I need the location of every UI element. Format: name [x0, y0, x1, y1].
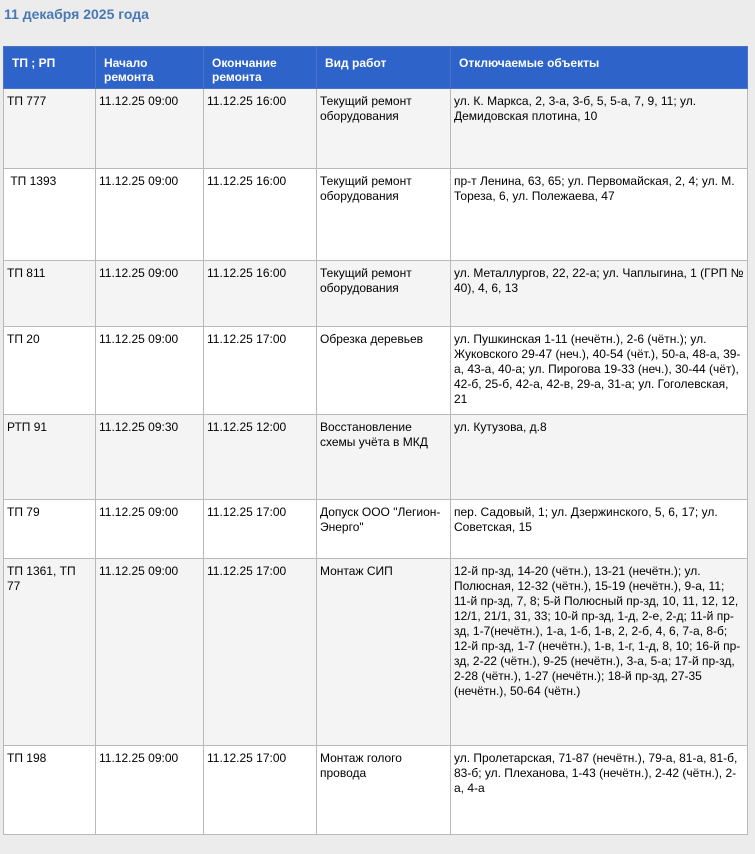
cell-tp: ТП 777 [4, 89, 96, 169]
cell-objects: ул. Пролетарская, 71-87 (нечётн.), 79-а, 81-а, 81-б, 83-б; ул. Плеханова, 1-43 (нечётн.), 2-42 (чётн.), 2-а, 4-а [451, 746, 748, 835]
page-title: 11 декабря 2025 года [4, 6, 149, 22]
cell-tp: РТП 91 [4, 415, 96, 500]
table-row [4, 89, 748, 169]
cell-objects: 12-й пр-зд, 14-20 (чётн.), 13-21 (нечётн.); ул. Полюсная, 12-32 (чётн.), 15-19 (нечётн.), 9-а, 11; 11-й пр-зд, 7, 8; 5-й Полюсный пр-зд, 10, 11, 12, 12, 12/1, 21/1, 31, 33; 10-й пр-зд, 1-д, 2-е, 2-д; 11-й пр-зд, 1-7(нечётн.), 1-а, 1-б, 1-в, 2, 2-б, 4, 6, 7-а, 8-б; 12-й пр-зд, 1-7 (нечётн.), 1-в, 1-г, 1-д, 8, 10; 16-й пр-зд, 2-22 (чётн.), 9-25 (нечётн.), 3-а, 5-а; 17-й пр-зд, 2-28 (чётн.), 1-27 (нечётн.); 18-й пр-зд, 27-35 (нечётн.), 50-64 (чётн.) [451, 559, 748, 746]
cell-start: 11.12.25 09:00 [96, 89, 204, 169]
cell-start: 11.12.25 09:00 [96, 261, 204, 327]
cell-end: 11.12.25 17:00 [204, 746, 317, 835]
cell-tp: ТП 811 [4, 261, 96, 327]
cell-start: 11.12.25 09:00 [96, 327, 204, 415]
column-header-start: Начало ремонта [96, 47, 204, 89]
cell-tp: ТП 198 [4, 746, 96, 835]
cell-work: Допуск ООО "Легион-Энерго" [317, 500, 451, 559]
cell-work: Монтаж голого провода [317, 746, 451, 835]
cell-start: 11.12.25 09:00 [96, 169, 204, 261]
cell-start: 11.12.25 09:00 [96, 559, 204, 746]
cell-end: 11.12.25 16:00 [204, 169, 317, 261]
cell-end: 11.12.25 12:00 [204, 415, 317, 500]
cell-work: Монтаж СИП [317, 559, 451, 746]
table-row [4, 327, 748, 415]
cell-end: 11.12.25 16:00 [204, 89, 317, 169]
cell-end: 11.12.25 16:00 [204, 261, 317, 327]
cell-objects: пр-т Ленина, 63, 65; ул. Первомайская, 2, 4; ул. М. Тореза, 6, ул. Полежаева, 47 [451, 169, 748, 261]
cell-objects: пер. Садовый, 1; ул. Дзержинского, 5, 6, 17; ул. Советская, 15 [451, 500, 748, 559]
cell-start: 11.12.25 09:00 [96, 746, 204, 835]
column-header-work: Вид работ [317, 47, 451, 89]
table-row [4, 169, 748, 261]
cell-objects: ул. Кутузова, д.8 [451, 415, 748, 500]
column-header-end: Окончание ремонта [204, 47, 317, 89]
cell-work: Обрезка деревьев [317, 327, 451, 415]
cell-tp: ТП 79 [4, 500, 96, 559]
cell-objects: ул. Пушкинская 1-11 (нечётн.), 2-6 (чётн.); ул. Жуковского 29-47 (неч.), 40-54 (чёт.), 50-а, 48-а, 39-а, 43-а, 40-а; ул. Пирогова 19-33 (неч.), 30-44 (чёт), 42-б, 25-б, 42-а, 42-в, 29-а, 31-а; ул. Гоголевская, 21 [451, 327, 748, 415]
column-header-objects: Отключаемые объекты [451, 47, 748, 89]
cell-tp: ТП 1393 [4, 169, 96, 261]
cell-end: 11.12.25 17:00 [204, 500, 317, 559]
cell-objects: ул. К. Маркса, 2, 3-а, 3-б, 5, 5-а, 7, 9, 11; ул. Демидовская плотина, 10 [451, 89, 748, 169]
cell-objects: ул. Металлургов, 22, 22-а; ул. Чаплыгина, 1 (ГРП № 40), 4, 6, 13 [451, 261, 748, 327]
cell-start: 11.12.25 09:30 [96, 415, 204, 500]
table-header-row [4, 47, 748, 89]
table-row [4, 415, 748, 500]
cell-tp: ТП 1361, ТП 77 [4, 559, 96, 746]
cell-end: 11.12.25 17:00 [204, 327, 317, 415]
cell-tp: ТП 20 [4, 327, 96, 415]
cell-end: 11.12.25 17:00 [204, 559, 317, 746]
table-row [4, 500, 748, 559]
column-header-tp: ТП ; РП [4, 47, 96, 89]
cell-work: Текущий ремонт оборудования [317, 261, 451, 327]
cell-work: Текущий ремонт оборудования [317, 169, 451, 261]
cell-work: Восстановление схемы учёта в МКД [317, 415, 451, 500]
outages-table [3, 46, 748, 835]
cell-start: 11.12.25 09:00 [96, 500, 204, 559]
table-row [4, 746, 748, 835]
table-row [4, 261, 748, 327]
cell-work: Текущий ремонт оборудования [317, 89, 451, 169]
table-row [4, 559, 748, 746]
